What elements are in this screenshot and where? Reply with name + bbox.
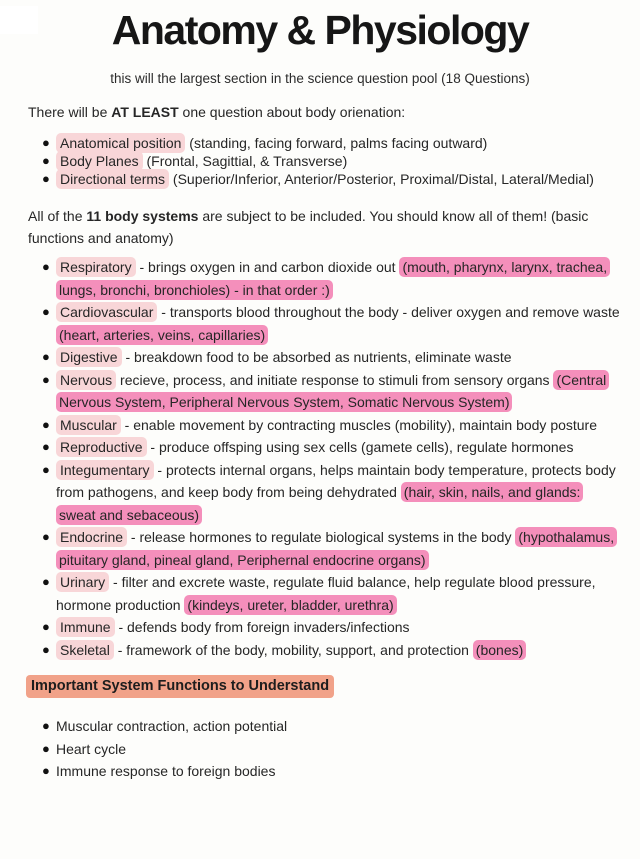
orientation-list — [42, 134, 620, 188]
system-description: - produce offsping using sex cells (gamete cells), regulate hormones — [146, 439, 574, 456]
bullet-icon: ● — [42, 304, 50, 320]
system-item-text — [56, 301, 620, 346]
system-description: - filter and excrete waste, regulate fluid balance, help regulate blood pressure, hormone production — [56, 574, 596, 613]
functions-section-heading: Important System Functions to Understand — [26, 675, 334, 698]
list-item — [42, 738, 620, 761]
system-term-highlight: Skeletal — [56, 640, 114, 660]
system-description: - protects internal organs, helps maintain body temperature, protects body from pathogens, and keep body from being dehydrated — [56, 461, 616, 501]
system-item-text — [56, 436, 620, 459]
system-term-highlight: Reproductive — [56, 437, 147, 457]
intro-paragraph — [28, 101, 612, 123]
functions-list — [42, 715, 620, 783]
system-item-endocrine — [42, 526, 620, 571]
intro-text-after: one question about body orienation: — [178, 104, 406, 121]
bullet-icon: ● — [42, 529, 50, 545]
system-organs-highlight: (bones) — [473, 640, 526, 660]
page-subtitle: this will the largest section in the science question pool (18 Questions) — [110, 71, 530, 87]
system-organs-highlight: (hypothalamus, pituitary gland, pineal gland, Periphernal endocrine organs) — [56, 527, 617, 570]
function-item-text: Muscular contraction, action potential — [56, 718, 288, 735]
system-item-cardiovascular — [42, 301, 620, 346]
system-organs-highlight: (hair, skin, nails, and glands: sweat and sebaceous) — [56, 482, 583, 525]
system-item-text — [56, 526, 620, 571]
bullet-icon: ● — [42, 153, 50, 169]
system-item-text — [56, 571, 620, 616]
system-item-text — [56, 369, 620, 414]
bullet-icon: ● — [42, 259, 50, 275]
term-highlight: Body Planes — [56, 151, 143, 171]
page-title: Anatomy & Physiology — [111, 7, 529, 53]
bullet-icon: ● — [42, 349, 50, 365]
corner-patch — [0, 6, 38, 34]
bullet-icon: ● — [42, 619, 50, 635]
systems-intro-before: All of the — [28, 208, 87, 225]
system-item-text — [56, 616, 620, 639]
system-term-highlight: Urinary — [56, 572, 109, 592]
body-systems-list — [42, 256, 620, 661]
bullet-icon: ● — [42, 461, 50, 477]
system-item-text — [56, 459, 620, 527]
bullet-icon: ● — [42, 574, 50, 590]
term-highlight: Anatomical position — [56, 133, 185, 153]
system-organs-highlight: (mouth, pharynx, larynx, trachea, lungs, bronchi, bronchioles) - in that order :) — [56, 257, 610, 300]
term-highlight: Directional terms — [56, 169, 169, 189]
system-item-digestive — [42, 346, 620, 369]
system-description: - release hormones to regulate biological systems in the body — [127, 529, 516, 546]
intro-bold-emphasis: AT LEAST — [111, 104, 179, 121]
system-term-highlight: Nervous — [56, 370, 116, 390]
system-item-text — [56, 256, 620, 301]
system-term-highlight: Cardiovascular — [56, 302, 157, 322]
intro-text-before: There will be — [28, 104, 112, 121]
bullet-icon: ● — [42, 718, 50, 734]
item-description: (Superior/Inferior, Anterior/Posterior, Proximal/Distal, Lateral/Medial) — [169, 171, 594, 188]
bullet-icon: ● — [42, 135, 50, 151]
systems-intro-paragraph — [28, 205, 612, 249]
system-item-skeletal — [42, 639, 620, 662]
system-description: - enable movement by contracting muscles (mobility), maintain body posture — [120, 416, 598, 433]
list-item — [42, 152, 620, 170]
system-item-integumentary — [42, 459, 620, 527]
system-description: - brings oxygen in and carbon dioxide out — [135, 259, 400, 276]
system-item-respiratory — [42, 256, 620, 301]
list-item — [42, 134, 620, 152]
system-term-highlight: Endocrine — [56, 527, 127, 547]
system-item-muscular — [42, 414, 620, 437]
system-term-highlight: Integumentary — [56, 460, 154, 480]
item-description: (standing, facing forward, palms facing outward) — [185, 135, 488, 152]
list-item — [42, 760, 620, 783]
system-description: - breakdown food to be absorbed as nutrients, eliminate waste — [121, 349, 512, 366]
system-organs-highlight: (kindeys, ureter, bladder, urethra) — [184, 595, 396, 615]
list-item — [42, 715, 620, 738]
system-term-highlight: Digestive — [56, 347, 122, 367]
bullet-icon: ● — [42, 371, 50, 387]
system-term-highlight: Muscular — [56, 415, 121, 435]
system-description: - framework of the body, mobility, support, and protection — [113, 641, 473, 658]
systems-intro-bold: 11 body systems — [86, 208, 199, 225]
system-term-highlight: Immune — [56, 617, 115, 637]
system-item-urinary — [42, 571, 620, 616]
orientation-item-text — [56, 134, 620, 152]
document-page — [0, 6, 640, 859]
systems-intro-after: are subject to be included. You should know all of them! (basic functions and anatomy) — [28, 208, 589, 247]
system-item-immune — [42, 616, 620, 639]
system-description: - transports blood throughout the body - deliver oxygen and remove waste — [157, 304, 620, 321]
orientation-item-text — [56, 152, 620, 170]
system-organs-highlight: (Central Nervous System, Peripheral Nervous System, Somatic Nervous System) — [56, 370, 609, 413]
orientation-item-text — [56, 170, 620, 188]
bullet-icon: ● — [42, 171, 50, 187]
system-description: recieve, process, and initiate response to stimuli from sensory organs — [116, 371, 554, 388]
system-term-highlight: Respiratory — [56, 257, 136, 277]
system-item-nervous — [42, 369, 620, 414]
function-item-text: Heart cycle — [56, 740, 127, 757]
system-item-text — [56, 414, 620, 437]
function-item-text: Immune response to foreign bodies — [56, 763, 276, 780]
bullet-icon: ● — [42, 740, 50, 756]
bullet-icon: ● — [42, 641, 50, 657]
bullet-icon: ● — [42, 763, 50, 779]
system-description: - defends body from foreign invaders/infections — [114, 619, 410, 636]
system-item-text — [56, 639, 620, 662]
item-description: (Frontal, Sagittial, & Transverse) — [142, 153, 348, 170]
bullet-icon: ● — [42, 439, 50, 455]
system-organs-highlight: (heart, arteries, veins, capillaries) — [56, 325, 268, 345]
list-item — [42, 170, 620, 188]
system-item-text — [56, 346, 620, 369]
bullet-icon: ● — [42, 416, 50, 432]
system-item-reproductive — [42, 436, 620, 459]
